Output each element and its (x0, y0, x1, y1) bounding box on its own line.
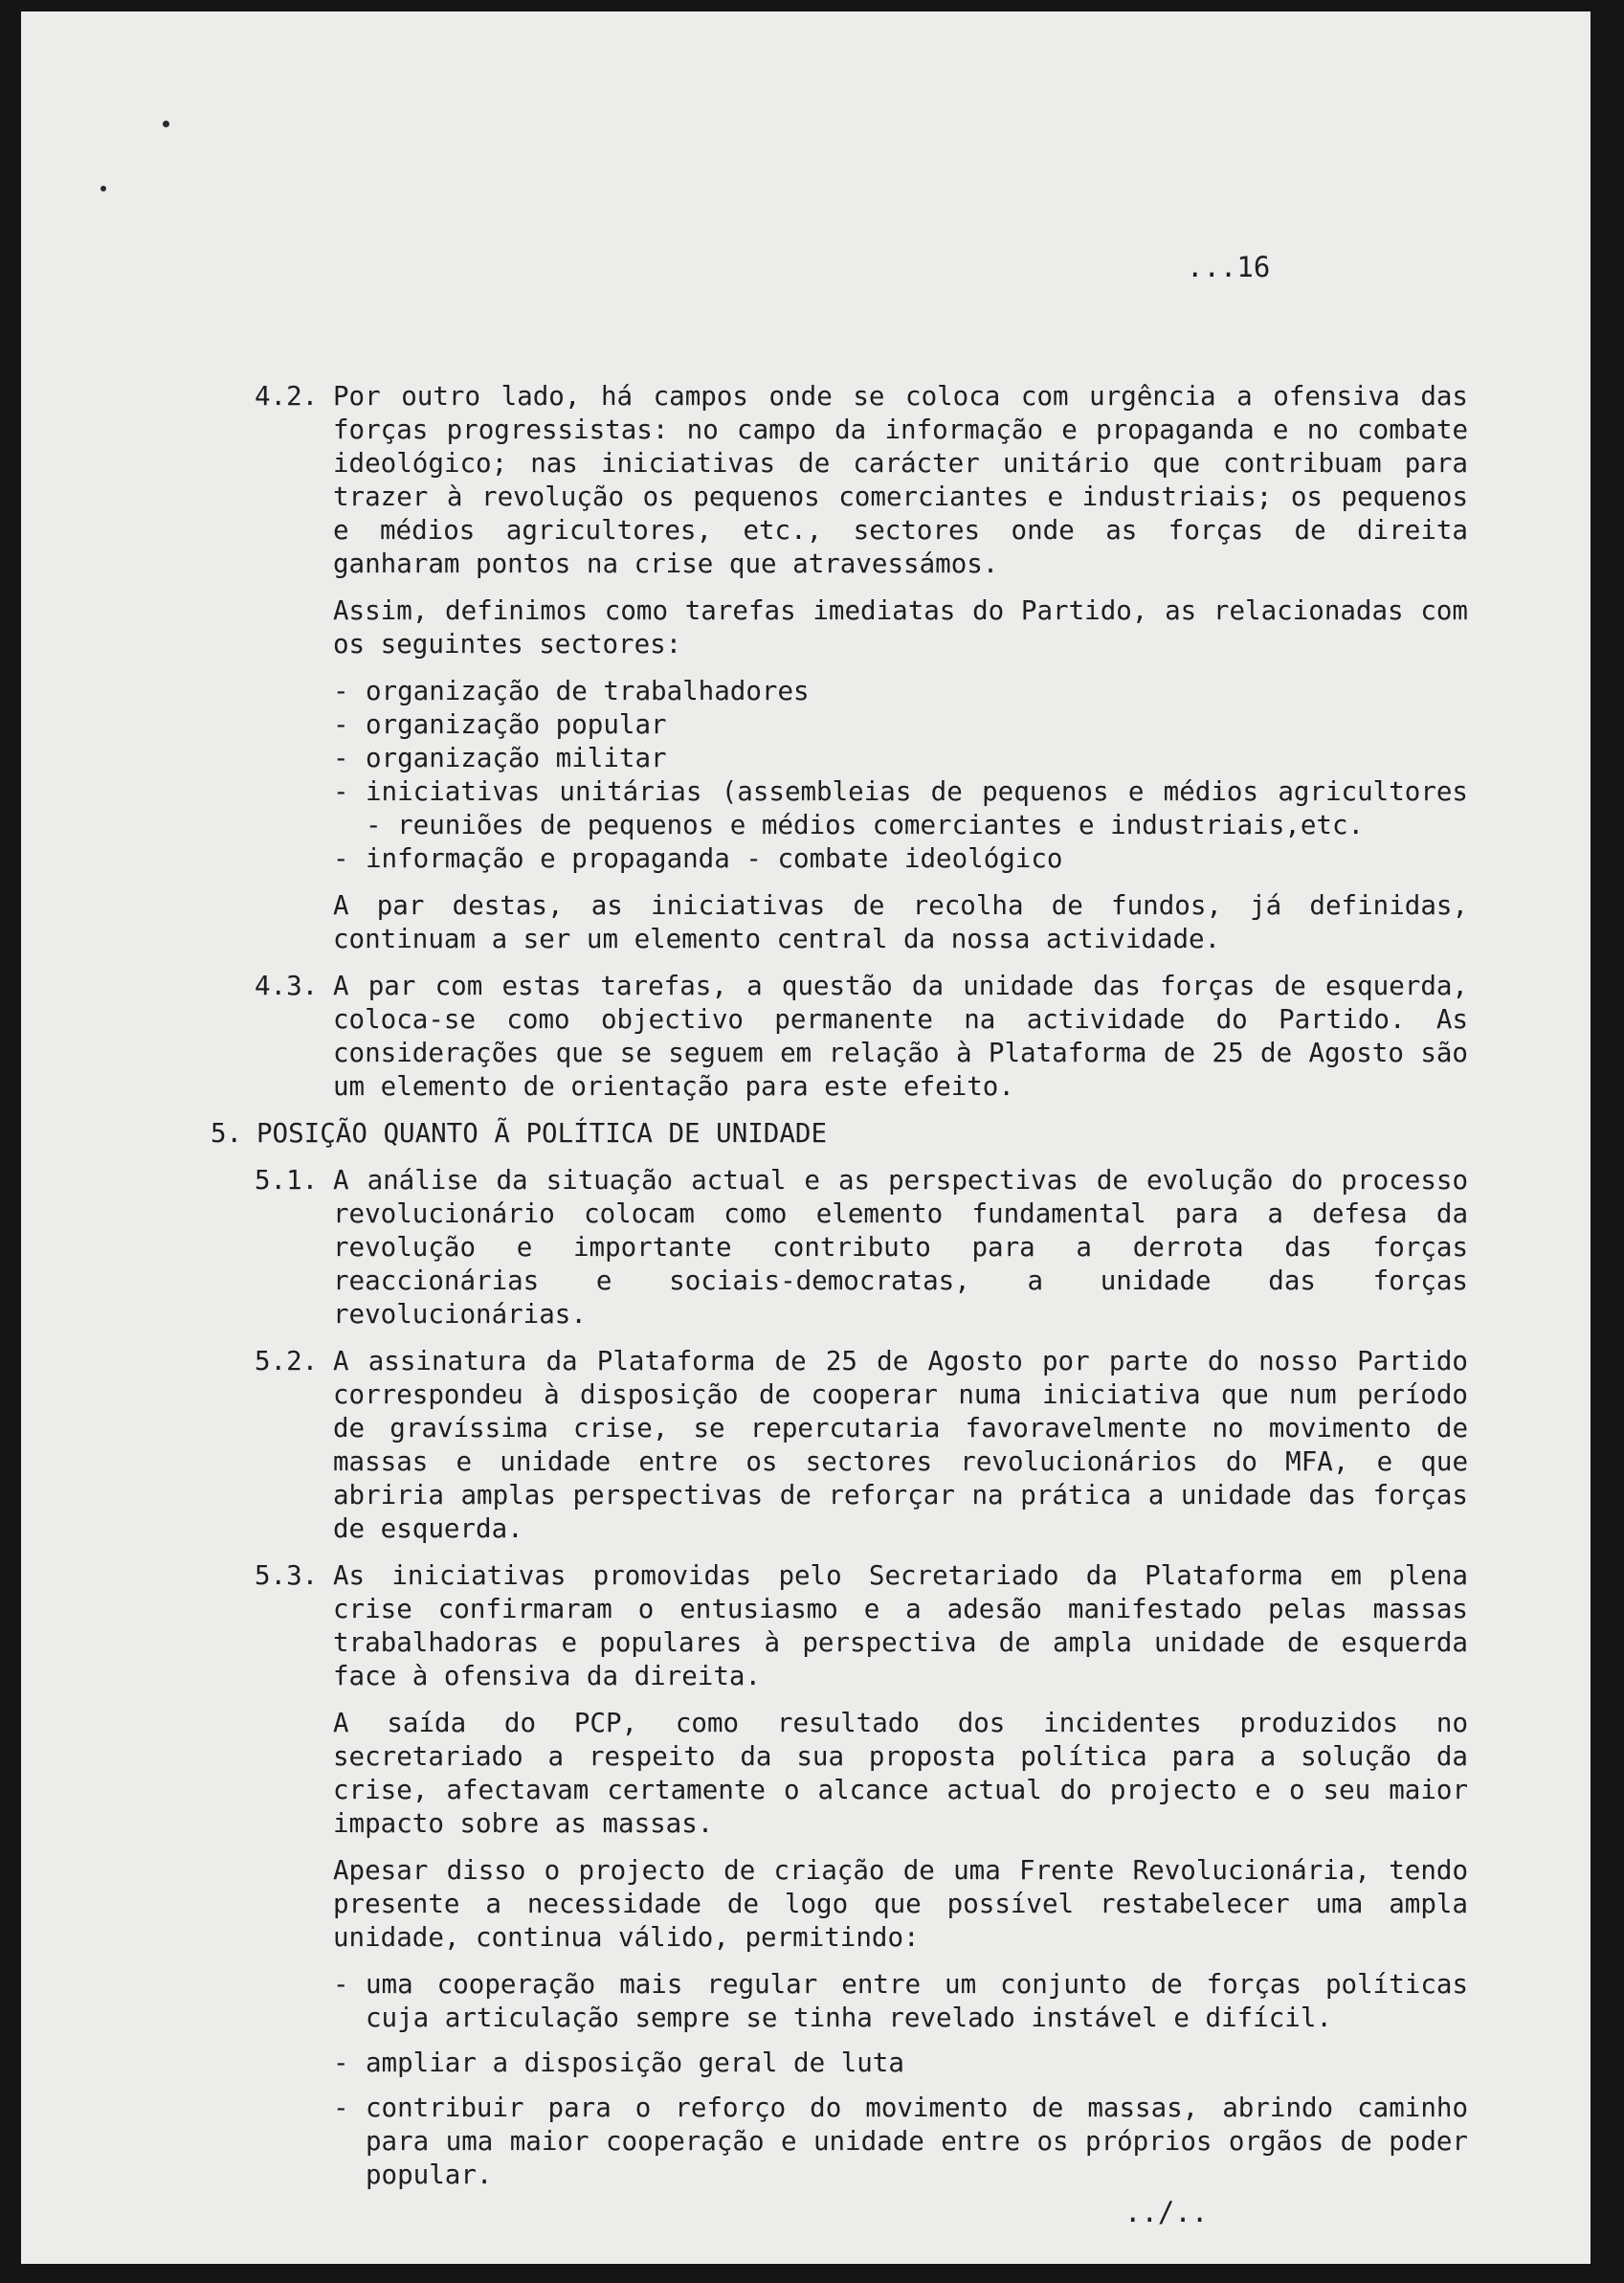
section-number: 5.2. (255, 1346, 319, 1377)
list-item: - organização popular (333, 708, 1468, 742)
section-5-3 (21, 1559, 1591, 2192)
section-5-1 (21, 1164, 1591, 1332)
list-item: - organização de trabalhadores (333, 675, 1468, 708)
paragraph: As iniciativas promovidas pelo Secretariado da Plataforma em plena crise confirmaram o entusiasmo e a adesão manifestado pelas massas trabalhadoras e populares à perspectiva de ampla unidade de esquerda face à ofensiva da direita. (333, 1560, 1468, 1691)
section-4-2 (21, 380, 1591, 956)
continuation-marker: ../.. (1124, 2196, 1209, 2228)
document-page (21, 11, 1591, 2264)
section-4-3 (21, 970, 1591, 1104)
list-item: - ampliar a disposição geral de luta (333, 2047, 1468, 2080)
ink-spot (163, 121, 169, 127)
list-item: - uma cooperação mais regular entre um conjunto de forças políticas cuja articulação sempre se tinha revelado instável e difícil. (333, 1968, 1468, 2035)
paragraph: A saída do PCP, como resultado dos incidentes produzidos no secretariado a respeito da sua proposta política para a solução da crise, afectavam certamente o alcance actual do projecto e o seu maior impacto sobre as massas. (333, 1708, 1468, 1839)
section-5-2 (21, 1345, 1591, 1546)
section-number: 5.3. (255, 1560, 319, 1591)
paragraph: Apesar disso o projecto de criação de uma Frente Revolucionária, tendo presente a necessidade de logo que possível restabelecer uma ampla unidade, continua válido, permitindo: (333, 1855, 1468, 1953)
list-item: - organização militar (333, 742, 1468, 775)
paragraph: A par destas, as iniciativas de recolha de fundos, já definidas, continuam a ser um elemento central da nossa actividade. (333, 890, 1468, 954)
benefits-list (333, 1968, 1468, 2192)
ink-spot (100, 186, 106, 191)
task-list (333, 675, 1468, 876)
document-body (21, 380, 1591, 2205)
page-number-marker: ...16 (1187, 251, 1271, 283)
section-title: POSIÇÃO QUANTO Ã POLÍTICA DE UNIDADE (256, 1118, 828, 1149)
section-number: 5. (211, 1118, 243, 1149)
paragraph: A assinatura da Plataforma de 25 de Agosto por parte do nosso Partido correspondeu à disposição de cooperar numa iniciativa que num período de gravíssima crise, se repercutaria favoravelmente no movimento de massas e unidade entre os sectores revolucionários do MFA, e que abriria amplas perspectivas de reforçar na prática a unidade das forças de esquerda. (333, 1346, 1468, 1544)
paragraph: A par com estas tarefas, a questão da unidade das forças de esquerda, coloca-se como objectivo permanente na actividade do Partido. As considerações que se seguem em relação à Plataforma de 25 de Agosto são um elemento de orientação para este efeito. (333, 971, 1468, 1102)
paragraph: A análise da situação actual e as perspectivas de evolução do processo revolucionário colocam como elemento fundamental para a defesa da revolução e importante contributo para a derrota das forças reaccionárias e sociais-democratas, a unidade das forças revolucionárias. (333, 1165, 1468, 1330)
paragraph: Por outro lado, há campos onde se coloca com urgência a ofensiva das forças progressistas: no campo da informação e propaganda e no combate ideológico; nas iniciativas de carácter unitário que contribuam para trazer à revolução os pequenos comerciantes e industriais; os pequenos e médios agricultores, etc., sectores onde as forças de direita ganharam pontos na crise que atravessámos. (333, 381, 1468, 579)
list-item: - contribuir para o reforço do movimento de massas, abrindo caminho para uma maior cooperação e unidade entre os próprios orgãos de poder popular. (333, 2092, 1468, 2192)
section-5-heading (21, 1117, 1591, 1151)
list-item: - informação e propaganda - combate ideológico (333, 842, 1468, 876)
list-item: - iniciativas unitárias (assembleias de pequenos e médios agricultores - reuniões de pequenos e médios comerciantes e industriais,etc. (333, 775, 1468, 842)
section-number: 5.1. (255, 1165, 319, 1196)
section-number: 4.2. (255, 381, 319, 412)
section-number: 4.3. (255, 971, 319, 1001)
paragraph: Assim, definimos como tarefas imediatas do Partido, as relacionadas com os seguintes sectores: (333, 595, 1468, 660)
